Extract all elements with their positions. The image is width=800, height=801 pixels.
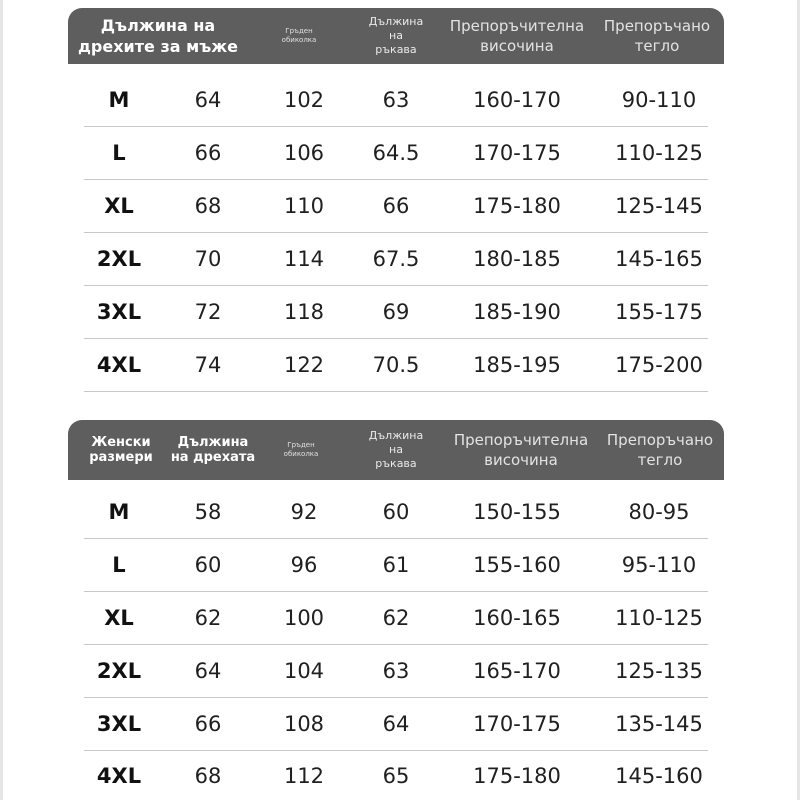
length-cell: 58 [194, 500, 222, 524]
size-cell: L [112, 141, 126, 165]
women-header-weight: Препоръчано тегло [606, 431, 714, 469]
men-header-length: Дължина на дрехите за мъже [78, 16, 238, 56]
weight-cell: 145-160 [615, 764, 703, 788]
chest-cell: 122 [283, 353, 325, 377]
height-cell: 160-165 [473, 606, 561, 630]
sleeve-cell: 63 [382, 88, 410, 112]
height-cell: 185-190 [473, 300, 561, 324]
women-header-chest: Гръден обиколка [283, 441, 319, 458]
men-table-body [68, 74, 724, 392]
table-row [84, 486, 708, 539]
height-cell: 160-170 [473, 88, 561, 112]
weight-cell: 110-125 [615, 606, 703, 630]
sleeve-cell: 60 [382, 500, 410, 524]
men-table-header [68, 8, 724, 64]
length-cell: 70 [194, 247, 222, 271]
height-cell: 175-180 [473, 194, 561, 218]
sleeve-cell: 62 [382, 606, 410, 630]
chest-cell: 100 [283, 606, 325, 630]
men-header-sleeve: Дължина на ръкава [368, 15, 424, 56]
sleeve-cell: 64 [382, 712, 410, 736]
chest-cell: 106 [283, 141, 325, 165]
chest-cell: 112 [283, 764, 325, 788]
chest-cell: 114 [283, 247, 325, 271]
length-cell: 66 [194, 712, 222, 736]
size-cell: XL [104, 194, 134, 218]
men-header-weight: Препоръчано тегло [603, 17, 711, 55]
table-row [84, 74, 708, 127]
length-cell: 62 [194, 606, 222, 630]
weight-cell: 110-125 [615, 141, 703, 165]
size-cell: XL [104, 606, 134, 630]
women-table-header [68, 420, 724, 480]
sleeve-cell: 69 [382, 300, 410, 324]
weight-cell: 80-95 [628, 500, 690, 524]
table-row [84, 339, 708, 392]
weight-cell: 145-165 [615, 247, 703, 271]
table-row [84, 286, 708, 339]
chest-cell: 102 [283, 88, 325, 112]
length-cell: 64 [194, 88, 222, 112]
chest-cell: 96 [290, 553, 318, 577]
length-cell: 60 [194, 553, 222, 577]
length-cell: 68 [194, 194, 222, 218]
size-cell: 2XL [96, 659, 142, 683]
height-cell: 180-185 [473, 247, 561, 271]
chest-cell: 118 [283, 300, 325, 324]
weight-cell: 90-110 [621, 88, 697, 112]
table-row [84, 751, 708, 801]
height-cell: 170-175 [473, 712, 561, 736]
women-header-length: Дължина на дрехата [170, 435, 256, 465]
chest-cell: 92 [290, 500, 318, 524]
size-cell: 4XL [96, 764, 142, 788]
size-cell: 4XL [96, 353, 142, 377]
height-cell: 170-175 [473, 141, 561, 165]
left-border [0, 0, 3, 800]
size-cell: L [112, 553, 126, 577]
sleeve-cell: 70.5 [372, 353, 420, 377]
length-cell: 68 [194, 764, 222, 788]
men-header-height: Препоръчителна височина [449, 17, 585, 55]
men-size-table [68, 8, 724, 392]
height-cell: 155-160 [473, 553, 561, 577]
table-row [84, 698, 708, 751]
table-row [84, 127, 708, 180]
chest-cell: 110 [283, 194, 325, 218]
sleeve-cell: 66 [382, 194, 410, 218]
sleeve-cell: 63 [382, 659, 410, 683]
table-row [84, 645, 708, 698]
size-cell: M [108, 88, 130, 112]
table-row [84, 539, 708, 592]
height-cell: 185-195 [473, 353, 561, 377]
weight-cell: 155-175 [615, 300, 703, 324]
weight-cell: 175-200 [615, 353, 703, 377]
weight-cell: 125-135 [615, 659, 703, 683]
size-cell: M [108, 500, 130, 524]
men-header-chest: Гръден обиколка [281, 27, 317, 44]
chest-cell: 104 [283, 659, 325, 683]
height-cell: 150-155 [473, 500, 561, 524]
chest-cell: 108 [283, 712, 325, 736]
weight-cell: 95-110 [621, 553, 697, 577]
size-cell: 3XL [96, 712, 142, 736]
length-cell: 64 [194, 659, 222, 683]
length-cell: 74 [194, 353, 222, 377]
length-cell: 66 [194, 141, 222, 165]
women-size-table [68, 420, 724, 801]
women-header-height: Препоръчителна височина [453, 431, 589, 469]
table-row [84, 592, 708, 645]
height-cell: 175-180 [473, 764, 561, 788]
weight-cell: 125-145 [615, 194, 703, 218]
sleeve-cell: 67.5 [372, 247, 420, 271]
women-table-body [68, 486, 724, 801]
women-header-sleeve: Дължина на ръкава [368, 429, 424, 470]
table-row [84, 233, 708, 286]
table-row [84, 180, 708, 233]
size-cell: 3XL [96, 300, 142, 324]
weight-cell: 135-145 [615, 712, 703, 736]
sleeve-cell: 65 [382, 764, 410, 788]
women-header-size: Женски размери [89, 435, 153, 465]
sleeve-cell: 61 [382, 553, 410, 577]
size-cell: 2XL [96, 247, 142, 271]
sleeve-cell: 64.5 [372, 141, 420, 165]
length-cell: 72 [194, 300, 222, 324]
height-cell: 165-170 [473, 659, 561, 683]
